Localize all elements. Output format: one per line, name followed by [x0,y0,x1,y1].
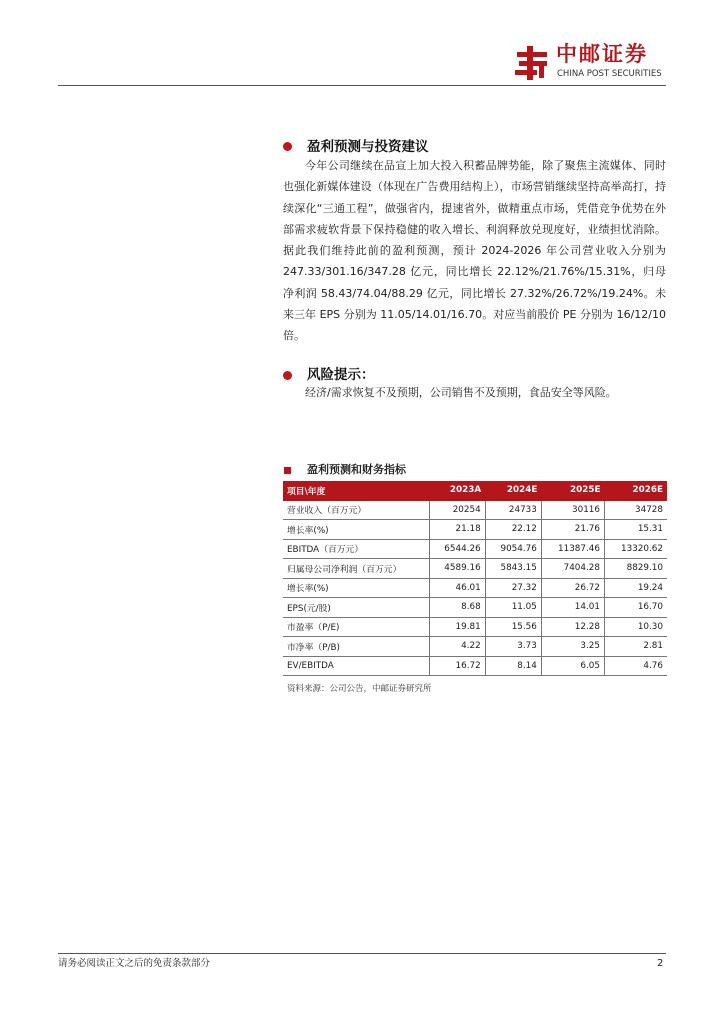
table-row-label: 归属母公司净利润（百万元） [283,559,429,579]
table-row [283,559,667,579]
china-post-logo-icon [513,44,551,82]
table-row [283,598,667,618]
table-cell: 19.24 [604,578,667,598]
table-cell: 46.01 [429,578,485,598]
table-header-cell: 2024E [485,481,541,500]
table-row-label: 市净率（P/B) [283,637,429,657]
table-cell: 16.72 [429,656,485,676]
table-cell: 7404.28 [541,559,604,579]
table-cell: 11387.46 [541,539,604,559]
table-row [283,500,667,520]
table-row-label: 增长率(%) [283,520,429,540]
table-title-square-icon [284,467,291,474]
table-source: 资料来源：公司公告，中邮证券研究所 [287,684,432,694]
table-cell: 24733 [485,500,541,520]
header-divider [58,85,666,86]
table-cell: 15.31 [604,520,667,540]
table-row-label: 增长率(%) [283,578,429,598]
table-row-label: 市盈率（P/E) [283,617,429,637]
table-cell: 12.28 [541,617,604,637]
table-cell: 34728 [604,500,667,520]
table-cell: 4589.16 [429,559,485,579]
table-cell: 20254 [429,500,485,520]
table-row [283,637,667,657]
table-cell: 16.70 [604,598,667,618]
section-title-forecast: 盈利预测与投资建议 [307,139,429,155]
table-header-row [283,481,667,500]
table-cell: 22.12 [485,520,541,540]
table-cell: 30116 [541,500,604,520]
risk-paragraph: 经济/需求恢复不及预期，公司销售不及预期，食品安全等风险。 [305,386,617,399]
page-number: 2 [657,958,664,969]
table-title: 盈利预测和财务指标 [307,463,406,476]
footer-disclaimer: 请务必阅读正文之后的免责条款部分 [58,958,211,969]
table-cell: 4.76 [604,656,667,676]
table-cell: 11.05 [485,598,541,618]
table-cell: 9054.76 [485,539,541,559]
table-cell: 26.72 [541,578,604,598]
table-row [283,617,667,637]
table-cell: 2.81 [604,637,667,657]
financial-table [283,481,667,676]
table-row [283,539,667,559]
table-row [283,520,667,540]
forecast-paragraph: 今年公司继续在品宣上加大投入积蓄品牌势能，除了聚焦主流媒体、同时也强化新媒体建设（体现在广告费用结构上），市场营销继续坚持高举高打，持续深化“三通工程”，做强省内，提速省外，做精重点市场，凭借竞争优势在外部需求疲软背景下保持稳健的收入增长、利润释放兑现度好，业绩担忧消除。据此我们维持此前的盈利预测，预计 2024-2026 年公司营业收入分别为 247.33/301.16/347.28 亿元，同比增长 22.12%/21.76%/15.31%，归母净利润 58.43/74.04/88.29 亿元，同比增长 27.32%/26.72%/19.24%。未来三年 EPS 分别为 11.05/14.01/16.70。对应当前股价 PE 分别为 16/12/10 倍。 [283,159,666,343]
table-header-cell: 项目\年度 [283,481,429,500]
table-cell: 8829.10 [604,559,667,579]
table-cell: 13320.62 [604,539,667,559]
table-cell: 6544.26 [429,539,485,559]
table-row-label: EV/EBITDA [283,656,429,676]
table-row-label: 营业收入（百万元） [283,500,429,520]
page-header [0,0,724,90]
section-title-risk: 风险提示： [307,367,375,383]
table-cell: 27.32 [485,578,541,598]
table-header-cell: 2023A [429,481,485,500]
brand-name-en: CHINA POST SECURITIES [557,69,662,79]
table-cell: 3.73 [485,637,541,657]
table-cell: 3.25 [541,637,604,657]
table-cell: 8.14 [485,656,541,676]
table-row [283,656,667,676]
footer-divider [58,953,666,954]
table-row-label: EPS(元/股) [283,598,429,618]
table-cell: 14.01 [541,598,604,618]
table-cell: 21.18 [429,520,485,540]
table-header-cell: 2026E [604,481,667,500]
brand-name-cn: 中邮证券 [556,42,648,66]
section-bullet-icon [283,142,292,151]
table-row [283,578,667,598]
table-row-label: EBITDA（百万元） [283,539,429,559]
section-bullet-icon [283,371,292,380]
table-cell: 15.56 [485,617,541,637]
table-cell: 6.05 [541,656,604,676]
table-cell: 5843.15 [485,559,541,579]
table-cell: 8.68 [429,598,485,618]
table-cell: 4.22 [429,637,485,657]
table-header-cell: 2025E [541,481,604,500]
table-cell: 21.76 [541,520,604,540]
table-cell: 10.30 [604,617,667,637]
table-cell: 19.81 [429,617,485,637]
